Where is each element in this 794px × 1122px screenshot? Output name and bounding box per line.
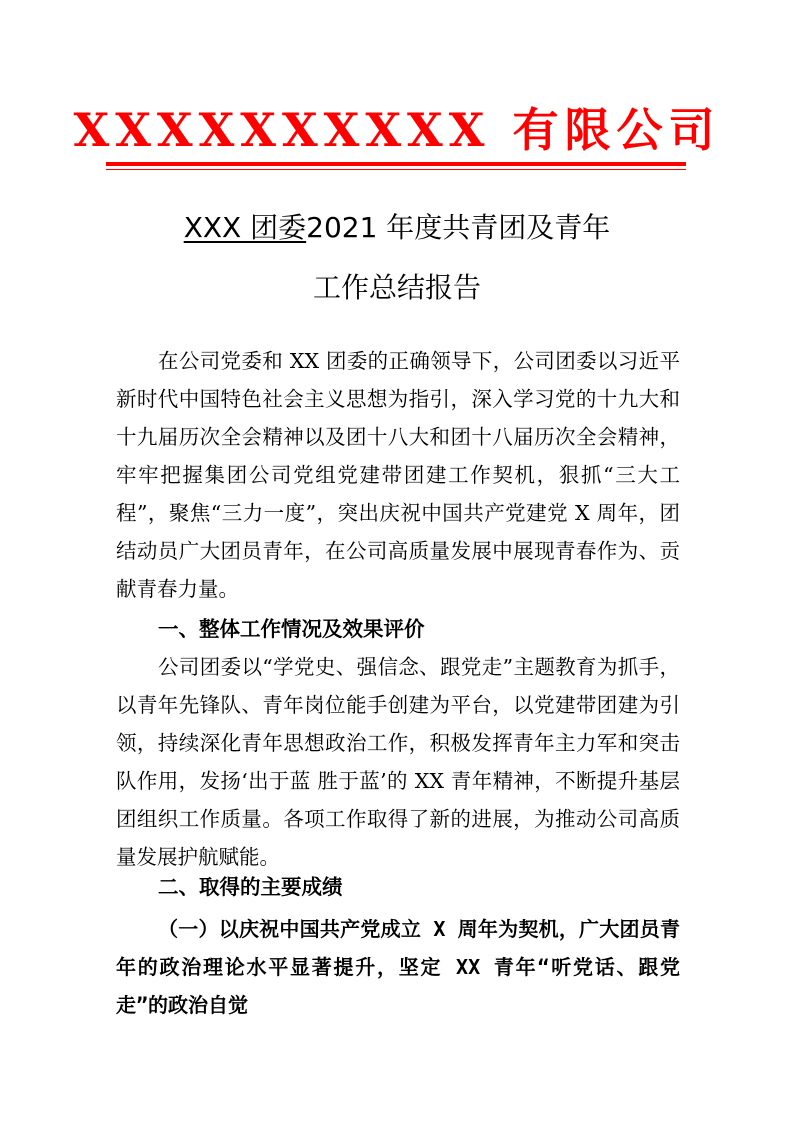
report-title-line-2: 工作总结报告 (312, 271, 481, 304)
letterhead-thin-rule (106, 169, 686, 170)
section-2-subheading: （一）以庆祝中国共产党成立 X 周年为契机，广大团员青年的政治理论水平显著提升，坚定 XX 青年“听党话、跟党走”的政治自觉 (116, 917, 680, 1017)
intro-paragraph: 在公司党委和 XX 团委的正确领导下，公司团委以习近平新时代中国特色社会主义思想为指引，深入学习党的十九大和十九届历次全会精神以及团十八大和团十八届历次全会精神，牢牢把握集团公司党组党建带团建工作契机，狠抓“三大工程”，聚焦“三力一度”，突出庆祝中国共产党建党 X 周年，团结动员广大团员青年，在公司高质量发展中展现青春作为、贡献青春力量。 (116, 349, 680, 601)
report-title-line-1 (0, 208, 794, 248)
report-title-year: 2021 年度共青团及青年 (306, 211, 611, 244)
letterhead-thick-rule (106, 162, 686, 166)
company-letterhead-title: XXXXXXXXXX 有限公司 (73, 103, 721, 157)
section-1-paragraph: 公司团委以“学党史、强信念、跟党走”主题教育为抓手，以青年先锋队、青年岗位能手创建为平台，以党建带团建为引领，持续深化青年思想政治工作，积极发挥青年主力军和突击队作用，发扬‘出于蓝 胜于蓝’的 XX 青年精神，不断提升基层团组织工作质量。各项工作取得了新的进展，为推动公司高质量发展护航赋能。 (116, 655, 680, 869)
section-1-heading: 一、整体工作情况及效果评价 (158, 617, 425, 641)
report-title-org: XXX 团委 (183, 211, 307, 244)
section-2-heading: 二、取得的主要成绩 (158, 875, 343, 899)
